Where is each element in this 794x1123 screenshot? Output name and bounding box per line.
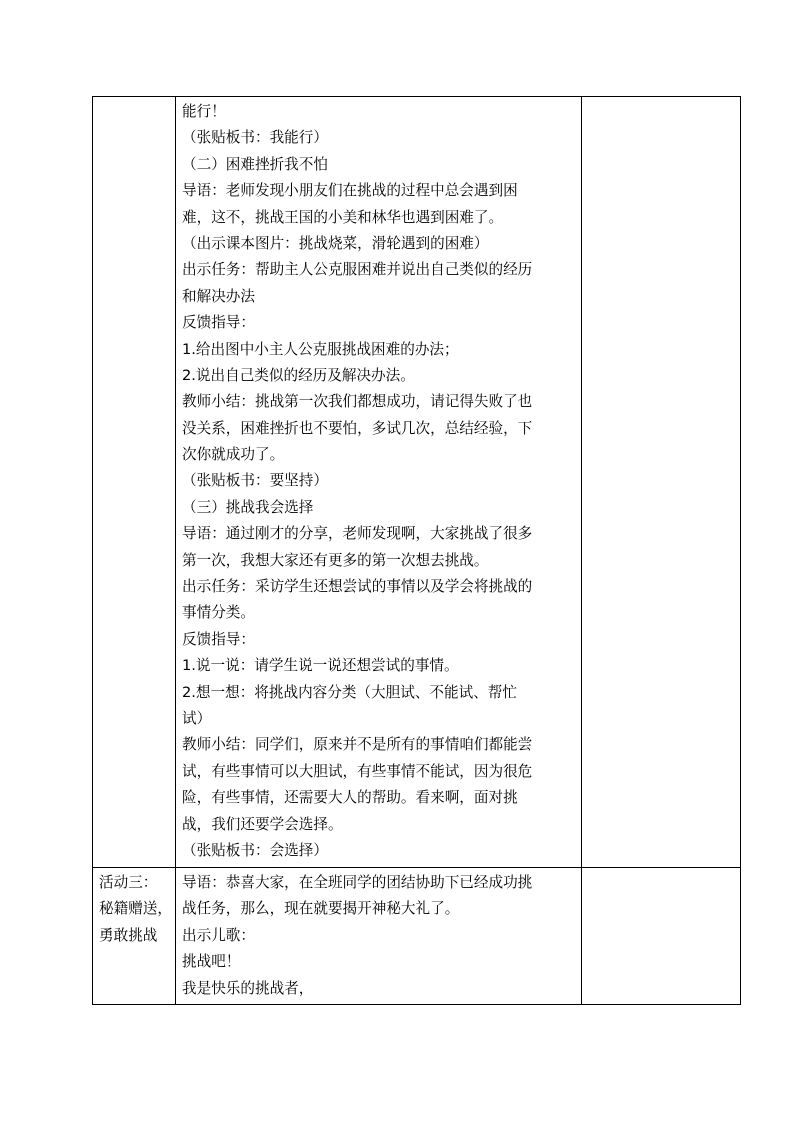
- text-line: 战，我们还要学会选择。: [182, 815, 343, 833]
- activity-cell: [93, 97, 176, 868]
- text-line: 难，这不，挑战王国的小美和林华也遇到困难了。: [182, 208, 504, 226]
- content-lines: [176, 97, 581, 866]
- text-line: 1.给出图中小主人公克服挑战困难的办法；: [182, 340, 459, 358]
- text-line: 试）: [182, 709, 212, 727]
- text-line: （出示课本图片：挑战烧菜，滑轮遇到的困难）: [182, 234, 489, 252]
- text-line: 教师小结：挑战第一次我们都想成功，请记得失败了也: [182, 393, 533, 411]
- text-line: 2.想一想：将挑战内容分类（大胆试、不能试、帮忙: [182, 683, 517, 701]
- text-line: 第一次，我想大家还有更多的第一次想去挑战。: [182, 551, 489, 569]
- text-line: （二）困难挫折我不怕: [182, 155, 328, 173]
- text-line: 导语：老师发现小朋友们在挑战的过程中总会遇到困: [182, 182, 518, 200]
- table-row: [93, 97, 741, 868]
- text-line: 我是快乐的挑战者，: [182, 979, 314, 997]
- text-line: 出示任务：采访学生还想尝试的事情以及学会将挑战的: [182, 578, 533, 596]
- text-line: 1.说一说：请学生说一说还想尝试的事情。: [182, 657, 459, 675]
- text-line: （三）挑战我会选择: [182, 498, 314, 516]
- text-line: 事情分类。: [182, 604, 255, 622]
- text-line: 教师小结：同学们，原来并不是所有的事情咱们都能尝: [182, 736, 533, 754]
- text-line: 2.说出自己类似的经历及解决办法。: [182, 366, 415, 384]
- text-line: 挑战吧！: [182, 953, 241, 971]
- text-line: 秘籍赠送，: [99, 900, 172, 918]
- notes-cell: [582, 97, 741, 868]
- text-line: 活动三：: [99, 874, 158, 891]
- text-line: 出示任务：帮助主人公克服困难并说出自己类似的经历: [182, 261, 533, 279]
- text-line: 试，有些事情可以大胆试，有些事情不能试，因为很危: [182, 762, 533, 780]
- content-cell: [176, 97, 582, 868]
- table-row: [93, 868, 741, 1005]
- notes-cell: [582, 868, 741, 1005]
- text-line: （张贴板书：我能行）: [182, 129, 328, 147]
- text-line: 导语：通过刚才的分享，老师发现啊，大家挑战了很多: [182, 525, 533, 543]
- lesson-plan-table: [92, 96, 741, 1005]
- text-line: 反馈指导：: [182, 314, 255, 332]
- text-line: 能行！: [182, 103, 226, 120]
- text-line: 和解决办法: [182, 287, 255, 305]
- text-line: 勇敢挑战: [99, 926, 158, 944]
- text-line: 反馈指导：: [182, 630, 255, 648]
- text-line: （张贴板书：会选择）: [182, 841, 328, 859]
- text-line: 没关系，困难挫折也不要怕，多试几次，总结经验，下: [182, 419, 533, 437]
- activity-cell: [93, 868, 176, 1005]
- content-cell: [176, 868, 582, 1005]
- activity-label: [93, 868, 175, 951]
- text-line: 险，有些事情，还需要大人的帮助。看来啊，面对挑: [182, 789, 518, 807]
- text-line: （张贴板书：要坚持）: [182, 472, 328, 490]
- text-line: 出示儿歌：: [182, 926, 255, 944]
- text-line: 战任务，那么，现在就要揭开神秘大礼了。: [182, 900, 460, 918]
- text-line: 次你就成功了。: [182, 446, 285, 464]
- content-lines: [176, 868, 581, 1004]
- text-line: 导语：恭喜大家，在全班同学的团结协助下已经成功挑: [182, 874, 533, 891]
